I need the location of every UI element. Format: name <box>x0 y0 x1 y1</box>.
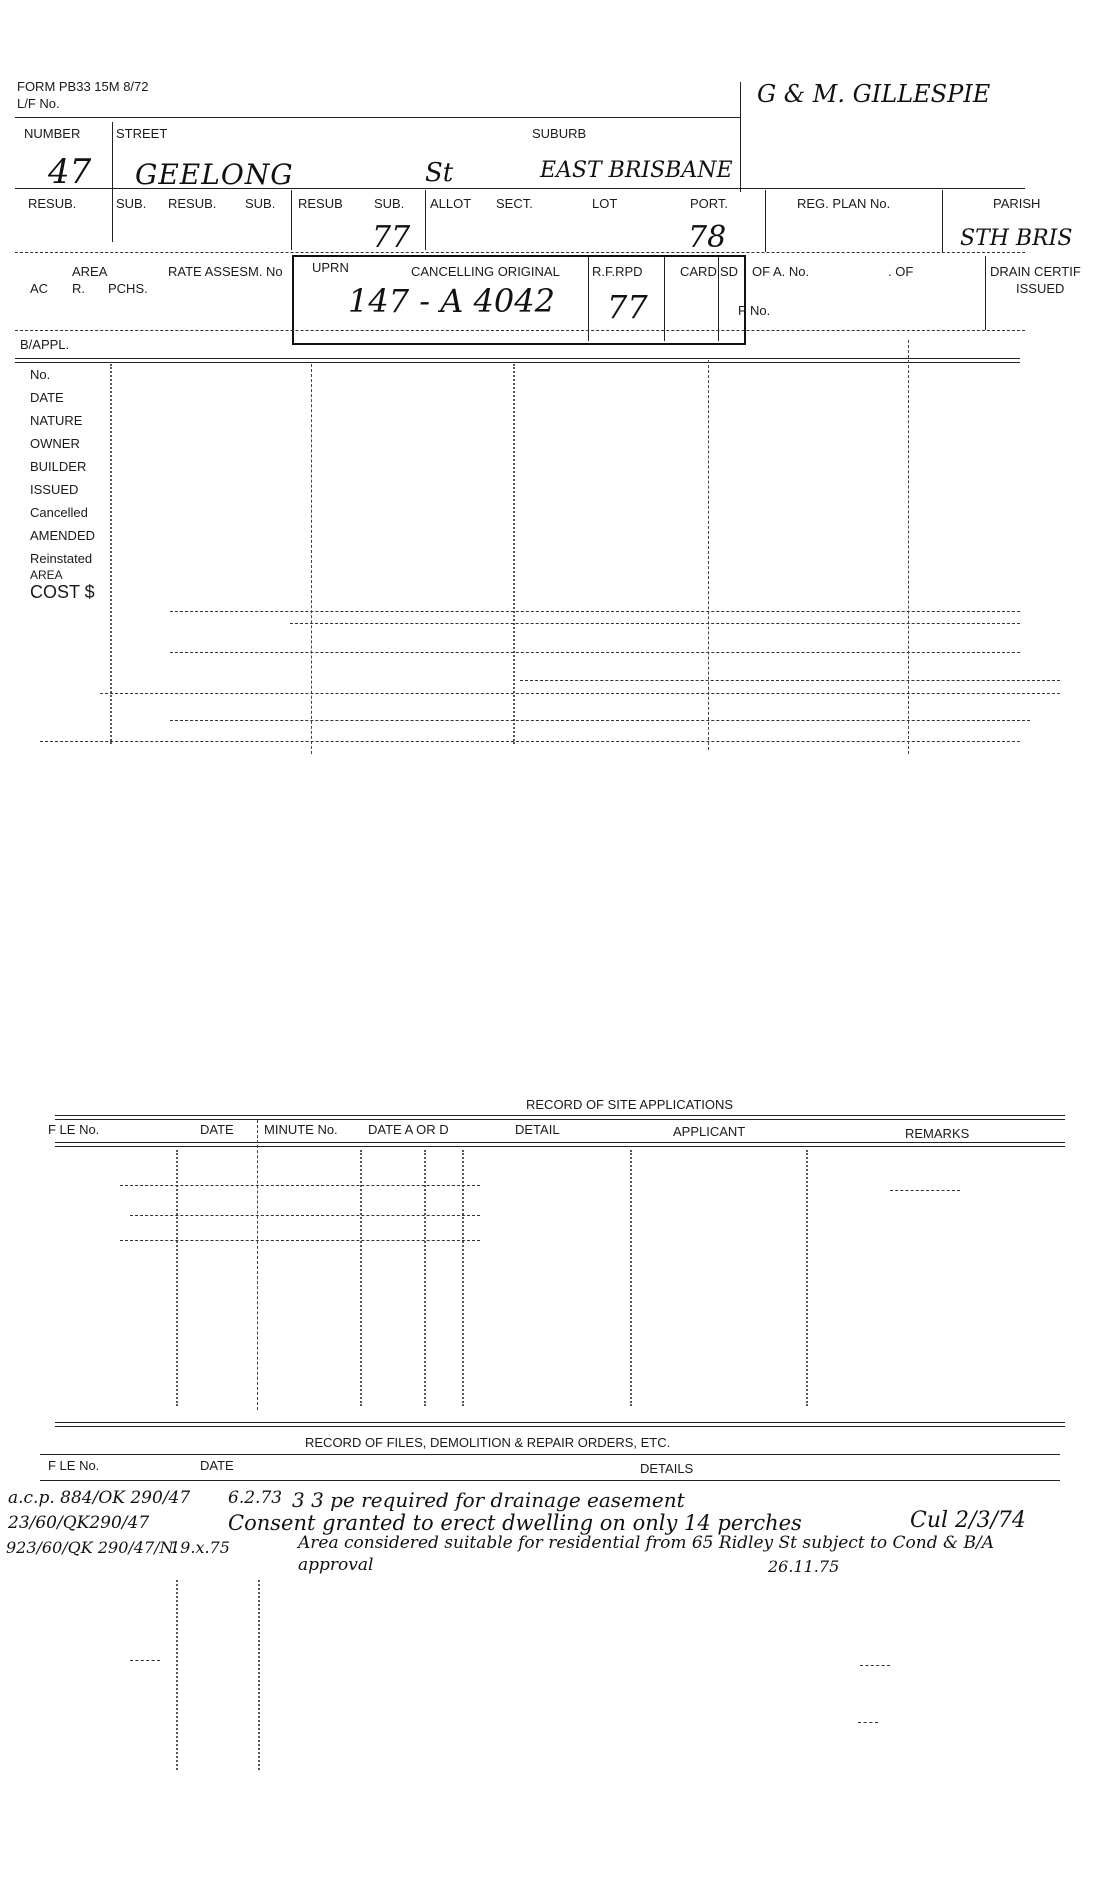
bappl-rule-5 <box>100 693 1060 694</box>
bappl-rule-4 <box>520 680 1060 681</box>
uprn-box-divider-1 <box>588 257 589 341</box>
row2-divider-2 <box>425 190 426 250</box>
cancelling-label: CANCELLING ORIGINAL <box>411 264 560 279</box>
suburb-label: SUBURB <box>532 126 587 141</box>
bappl-row-nature: NATURE <box>30 413 83 428</box>
site-col-dots-5 <box>630 1150 632 1406</box>
files-mark-2 <box>860 1665 890 1666</box>
row2-divider-3 <box>765 190 766 252</box>
files-col-dots-2 <box>258 1580 260 1770</box>
street-label: STREET <box>116 126 168 141</box>
site-col-applicant: APPLICANT <box>673 1124 746 1139</box>
files-entry-1-file: a.c.p. 884/OK 290/47 <box>8 1488 191 1508</box>
bappl-top-rule <box>15 358 1020 359</box>
ac-label: AC <box>30 281 49 296</box>
bappl-title: B/APPL. <box>20 337 70 352</box>
header-right-divider <box>740 82 741 192</box>
owner-handwritten: G & M. GILLESPIE <box>757 80 991 108</box>
files-entry-3-date: 19.x.75 <box>170 1538 230 1557</box>
of-a-no-label: OF A. No. <box>752 264 810 279</box>
resub-label: RESUB. <box>28 196 77 211</box>
lot-label: LOT <box>592 196 618 211</box>
drain-divider <box>985 256 986 330</box>
sub3-label: SUB. <box>374 196 405 211</box>
site-col-detail: DETAIL <box>515 1122 560 1137</box>
files-col-dots-1 <box>176 1580 178 1770</box>
bappl-col-2 <box>311 364 312 754</box>
number-divider <box>112 122 113 242</box>
files-col-file: F LE No. <box>48 1458 100 1473</box>
bappl-row-builder: BUILDER <box>30 459 87 474</box>
sub-value: 77 <box>372 220 411 255</box>
bappl-col-dots-1 <box>110 364 112 744</box>
resub3-label: RESUB <box>298 196 343 211</box>
bappl-rule-6 <box>170 720 1030 721</box>
uprn-box-divider-2 <box>664 257 665 341</box>
port-label: PORT. <box>690 196 729 211</box>
files-col-details: DETAILS <box>640 1461 694 1476</box>
street-value: GEELONG <box>135 158 294 191</box>
parish-value: STH BRIS <box>960 226 1073 251</box>
resub2-label: RESUB. <box>168 196 217 211</box>
row2-divider-4 <box>942 190 943 252</box>
p-no-label: P No. <box>738 303 771 318</box>
rfpd-label: R.F.RPD <box>592 264 643 279</box>
site-remarks-rule-1 <box>890 1190 960 1191</box>
lf-no-label: L/F No. <box>17 96 60 111</box>
site-title: RECORD OF SITE APPLICATIONS <box>526 1097 734 1112</box>
address-rule <box>15 188 1025 189</box>
files-entry-3-detail: Area considered suitable for residential from 65 Ridley St subject to Cond & B/A approval <box>298 1533 995 1575</box>
street-suffix: St <box>425 158 454 188</box>
bappl-rule-1 <box>170 611 1020 612</box>
bappl-row-cancelled: Cancelled <box>30 505 88 520</box>
files-entry-2-detail: Consent granted to erect dwelling on only 14 perches <box>228 1511 802 1535</box>
uprn-label: UPRN <box>312 260 349 275</box>
files-entry-1-date: 6.2.73 <box>228 1488 283 1508</box>
suburb-value: EAST BRISBANE <box>540 158 733 183</box>
site-top-rule-2 <box>55 1119 1065 1120</box>
files-title: RECORD OF FILES, DEMOLITION & REPAIR ORDERS, ETC. <box>305 1435 671 1450</box>
site-bottom-rule-2 <box>55 1426 1065 1427</box>
bappl-rule-3 <box>170 652 1020 653</box>
site-col-date-a-or-d: DATE A OR D <box>368 1122 449 1137</box>
allot-label: ALLOT <box>430 196 472 211</box>
of-label: . OF <box>888 264 914 279</box>
drain-cert-label: DRAIN CERTIF <box>990 264 1081 279</box>
site-header-rule-2 <box>55 1146 1065 1147</box>
files-entry-1-detail: 3 3 pe required for drainage easement <box>292 1488 685 1512</box>
row2-divider-1 <box>291 190 292 250</box>
files-top-rule <box>40 1454 1060 1455</box>
card-label: CARD <box>680 264 717 279</box>
bappl-rule-2 <box>290 623 1020 624</box>
uprn-value: 147 - A 4042 <box>348 282 555 320</box>
site-col-dots-4 <box>462 1150 464 1406</box>
site-col-file: F LE No. <box>48 1122 100 1137</box>
site-col-dots-2 <box>360 1150 362 1406</box>
reg-plan-label: REG. PLAN No. <box>797 196 891 211</box>
bappl-top-rule-2 <box>15 362 1020 363</box>
bappl-row-date: DATE <box>30 390 64 405</box>
uprn-box-divider-3 <box>718 257 719 341</box>
sub-label: SUB. <box>116 196 147 211</box>
files-mark-1 <box>130 1660 160 1661</box>
bappl-row-owner: OWNER <box>30 436 80 451</box>
files-mark-3 <box>858 1722 878 1723</box>
site-top-rule <box>55 1115 1065 1116</box>
bappl-rule-7 <box>40 741 1020 742</box>
site-bottom-rule <box>55 1422 1065 1423</box>
site-col-minute: MINUTE No. <box>264 1122 338 1137</box>
site-rule-2 <box>130 1215 480 1216</box>
rate-assessment-label: RATE ASSESM. No <box>168 264 283 279</box>
bappl-row-cost: COST $ <box>30 582 95 602</box>
sect-label: SECT. <box>496 196 533 211</box>
bappl-col-5 <box>908 340 909 754</box>
site-rule-1 <box>120 1185 480 1186</box>
files-entry-2-file: 23/60/QK290/47 <box>8 1513 150 1533</box>
sub2-label: SUB. <box>245 196 276 211</box>
bappl-col-4 <box>708 360 709 750</box>
site-col-remarks: REMARKS <box>905 1126 970 1141</box>
area-label: AREA <box>72 264 108 279</box>
sd-label: SD <box>720 264 739 279</box>
site-col-date: DATE <box>200 1122 234 1137</box>
r-label: R. <box>72 281 85 296</box>
row3-rule <box>15 330 1025 331</box>
number-label: NUMBER <box>24 126 81 141</box>
site-col-dots-3 <box>424 1150 426 1406</box>
rfpd-value: 77 <box>607 288 648 326</box>
number-value: 47 <box>48 152 92 192</box>
parish-label: PARISH <box>993 196 1041 211</box>
bappl-row-amended: AMENDED <box>30 528 96 543</box>
site-col-dots-6 <box>806 1150 808 1406</box>
files-header-rule <box>40 1480 1060 1481</box>
site-header-rule <box>55 1142 1065 1143</box>
header-rule <box>15 117 740 118</box>
drain-issued-label: ISSUED <box>1016 281 1065 296</box>
site-rule-3 <box>120 1240 480 1241</box>
bappl-col-dots-3 <box>513 364 515 744</box>
bappl-row-no: No. <box>30 367 51 382</box>
site-col-dots-1 <box>176 1150 178 1406</box>
bappl-row-issued: ISSUED <box>30 482 79 497</box>
bappl-row-reinstated: Reinstated <box>30 551 93 566</box>
site-col-div-1 <box>257 1120 258 1410</box>
files-col-date: DATE <box>200 1458 234 1473</box>
files-entry-2-signature: Cul 2/3/74 <box>910 1508 1026 1533</box>
files-entry-3-file: 923/60/QK 290/47/N. <box>6 1538 178 1557</box>
form-id: FORM PB33 15M 8/72 <box>17 79 149 94</box>
pchs-label: PCHS. <box>108 281 148 296</box>
files-entry-3-signature: 26.11.75 <box>768 1557 840 1576</box>
port-value: 78 <box>688 220 727 255</box>
bappl-row-area: AREA <box>30 568 63 582</box>
row2-rule <box>15 252 1025 253</box>
